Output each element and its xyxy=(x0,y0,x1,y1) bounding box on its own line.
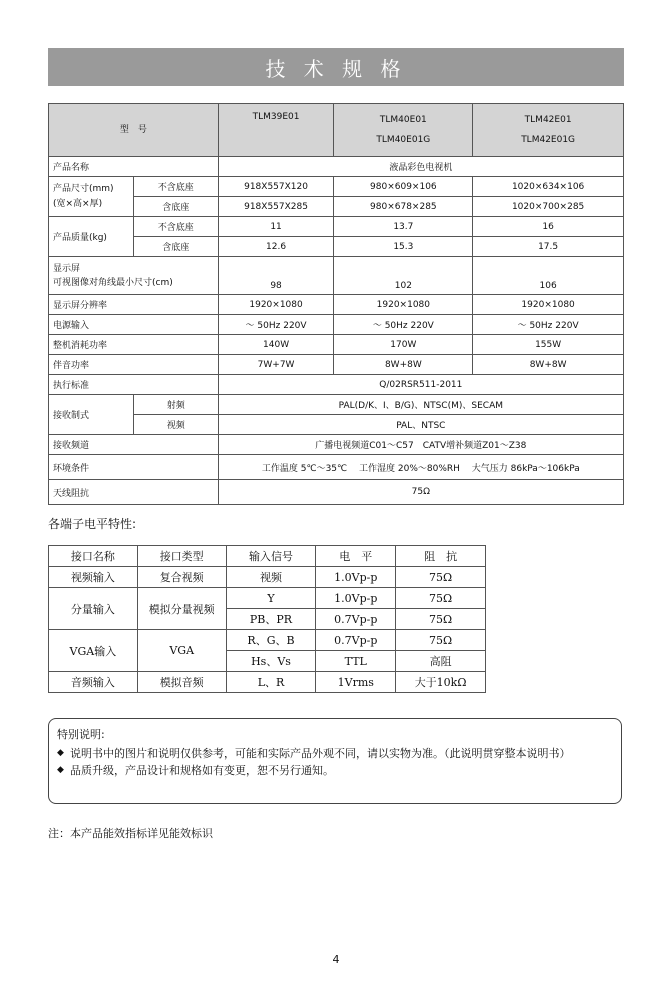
weight-with-stand-row: 含底座 12.6 15.3 17.5 xyxy=(49,237,624,257)
spec-header-row xyxy=(49,104,624,157)
resolution-row: 显示屏分辨率 1920×1080 1920×1080 1920×1080 xyxy=(49,295,624,315)
channel-row: 接收频道 广播电视频道C01～C57 CATV增补频道Z01～Z38 xyxy=(49,435,624,455)
model-39: TLM39E01 xyxy=(218,104,334,157)
diamond-bullet-icon: ◆ xyxy=(57,748,64,758)
size-with-stand-row: 含底座 918X557X285 980×678×285 1020×700×285 xyxy=(49,197,624,217)
model-42: TLM42E01 TLM42E01G xyxy=(473,104,624,157)
rf-row: 接收制式 射频 PAL(D/K、I、B/G)、NTSC(M)、SECAM xyxy=(49,395,624,415)
component-port-row: 分量输入 模拟分量视频 Y 1.0Vp-p 75Ω xyxy=(49,588,486,609)
weight-label: 产品质量(kg) xyxy=(49,217,134,257)
page-title: 技 术 规 格 xyxy=(48,48,624,86)
audio-power-row: 伴音功率 7W+7W 8W+8W 8W+8W xyxy=(49,355,624,375)
note-bullet: ◆ 说明书中的图片和说明仅供参考，可能和实际产品外观不同，请以实物为准。（此说明贯穿整本说明书） xyxy=(57,747,571,760)
vga-port-row-2: Hs、Vs TTL 高阻 xyxy=(49,651,486,672)
page-number: 4 xyxy=(332,953,340,966)
component-port-row-2: PB、PR 0.7Vp-p 75Ω xyxy=(49,609,486,630)
size-label: 产品尺寸(mm) (宽×高×厚) xyxy=(49,177,134,217)
power-consumption-row: 整机消耗功率 140W 170W 155W xyxy=(49,335,624,355)
port-table xyxy=(48,545,486,693)
note-bullet: ◆ 品质升级，产品设计和规格如有变更，恕不另行通知。 xyxy=(57,764,334,777)
special-note-box xyxy=(48,718,622,804)
power-input-row: 电源输入 ～ 50Hz 220V ～ 50Hz 220V ～ 50Hz 220V xyxy=(49,315,624,335)
port-header-row: 接口名称 接口类型 输入信号 电 平 阻 抗 xyxy=(49,546,486,567)
environment-row: 环境条件 工作温度 5℃～35℃ 工作湿度 20%～80%RH 大气压力 86kPa～106kPa xyxy=(49,455,624,480)
spec-table xyxy=(48,103,624,505)
receive-system-label: 接收制式 xyxy=(49,395,134,435)
screen-size-row: 显示屏 可视图像对角线最小尺寸(cm) 98 102 106 xyxy=(49,257,624,295)
size-no-stand-row: 产品尺寸(mm) (宽×高×厚) 不含底座 918X557X120 980×609×106 1020×634×106 xyxy=(49,177,624,197)
vga-port-row: VGA输入 VGA R、G、B 0.7Vp-p 75Ω xyxy=(49,630,486,651)
model-40: TLM40E01 TLM40E01G xyxy=(334,104,473,157)
video-system-row: 视频 PAL、NTSC xyxy=(49,415,624,435)
ports-section-title: 各端子电平特性: xyxy=(48,517,137,531)
audio-port-row: 音频输入 模拟音频 L、R 1Vrms 大于10kΩ xyxy=(49,672,486,693)
video-port-row: 视频输入 复合视频 视频 1.0Vp-p 75Ω xyxy=(49,567,486,588)
model-label: 型 号 xyxy=(49,104,219,157)
antenna-row: 天线阻抗 75Ω xyxy=(49,480,624,505)
standard-row: 执行标准 Q/02RSR511-2011 xyxy=(49,375,624,395)
weight-no-stand-row: 产品质量(kg) 不含底座 11 13.7 16 xyxy=(49,217,624,237)
footnote: 注：本产品能效指标详见能效标识 xyxy=(48,827,213,840)
note-title: 特别说明: xyxy=(57,728,105,741)
screen-label: 显示屏 可视图像对角线最小尺寸(cm) xyxy=(49,257,219,295)
diamond-bullet-icon: ◆ xyxy=(57,765,64,775)
product-name-row: 产品名称 液晶彩色电视机 xyxy=(49,157,624,177)
